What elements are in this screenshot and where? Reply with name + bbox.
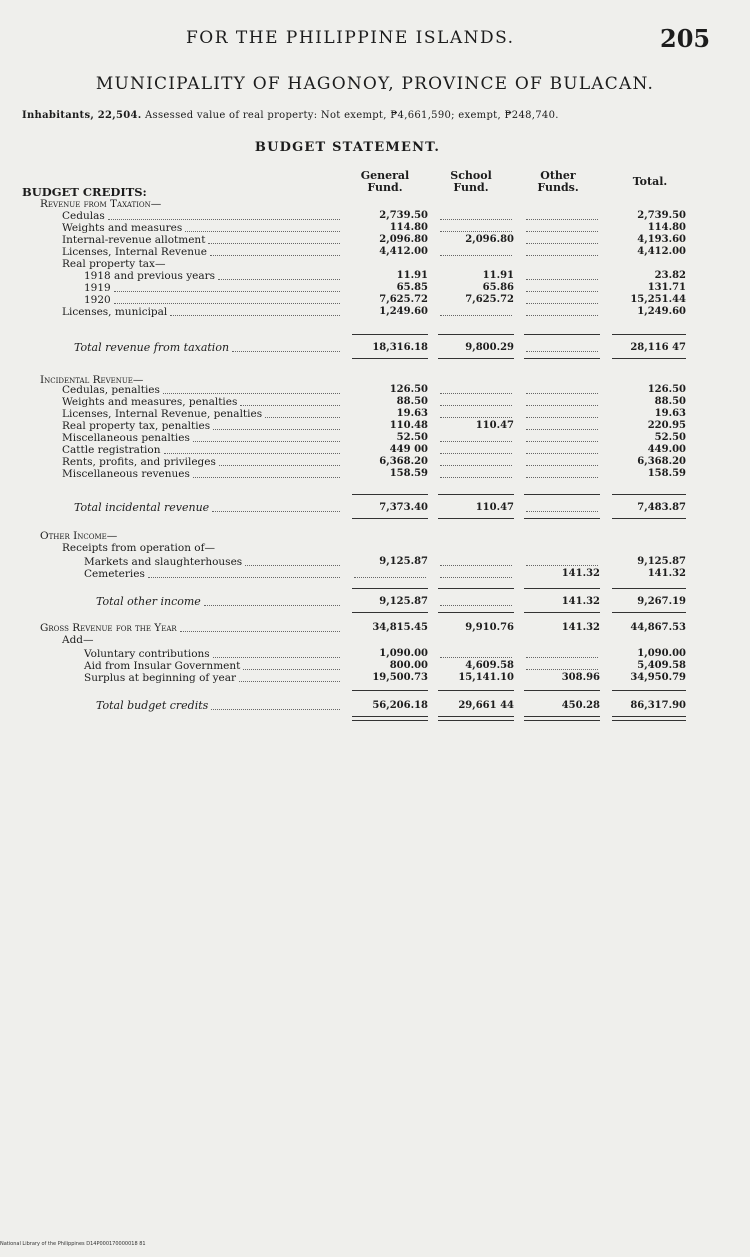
inhabitants-label: Inhabitants, [22, 110, 95, 121]
statement-title: BUDGET STATEMENT. [254, 140, 441, 155]
value-school: 11.91 [482, 270, 514, 281]
dot-leader [114, 303, 340, 304]
value-general: 65.85 [396, 282, 428, 293]
dot-leader [148, 577, 340, 578]
empty-cell-leader [440, 315, 512, 316]
value-general: 56,206.18 [372, 700, 428, 711]
value-school: 110.47 [475, 420, 514, 431]
column-header-school [436, 170, 506, 194]
rule-general [352, 494, 428, 495]
row-label-rpt_1919: 1919 [84, 282, 111, 294]
empty-cell-leader [440, 465, 512, 466]
empty-cell-leader [526, 219, 598, 220]
row-label-licenses_ir: Licenses, Internal Revenue [62, 246, 207, 258]
value-total: 28,116 47 [630, 342, 686, 353]
dot-leader [232, 351, 340, 352]
value-total: 131.71 [647, 282, 686, 293]
empty-cell-leader [526, 465, 598, 466]
value-total: 15,251.44 [630, 294, 686, 305]
rule-school [438, 690, 514, 691]
rule-other [524, 494, 600, 495]
value-school: 65.86 [482, 282, 514, 293]
column-header-general-line1: General [360, 169, 410, 182]
dot-leader [213, 429, 340, 430]
empty-cell-leader [440, 417, 512, 418]
value-general: 110.48 [389, 420, 428, 431]
rule-school [438, 358, 514, 359]
empty-cell-leader [526, 657, 598, 658]
value-school: 15,141.10 [458, 672, 514, 683]
inhabitants-value: 22,504. [97, 110, 142, 121]
value-total: 2,739.50 [637, 210, 686, 221]
empty-cell-leader [526, 393, 598, 394]
row-label-ira: Internal-revenue allotment [62, 234, 206, 246]
dot-leader [240, 405, 340, 406]
section-other-income: Other Income— [40, 530, 118, 542]
value-total: 23.82 [654, 270, 686, 281]
value-general: 7,373.40 [379, 502, 428, 513]
value-general: 9,125.87 [379, 596, 428, 607]
row-label-surplus: Surplus at beginning of year [84, 672, 237, 684]
row-label-rpt_head: Real property tax— [62, 258, 166, 270]
value-general: 449 00 [389, 444, 428, 455]
value-total: 34,950.79 [630, 672, 686, 683]
value-total: 44,867.53 [630, 622, 686, 633]
dot-leader [193, 441, 340, 442]
value-other: 141.32 [561, 622, 600, 633]
value-general: 2,739.50 [379, 210, 428, 221]
empty-cell-leader [526, 351, 598, 352]
empty-cell-leader [526, 669, 598, 670]
gross-revenue-label: Gross Revenue for the Year [40, 622, 177, 634]
empty-cell-leader [526, 243, 598, 244]
column-header-other-line1: Other [540, 169, 576, 182]
value-general: 800.00 [389, 660, 428, 671]
rule-general [352, 716, 428, 721]
value-school: 9,910.76 [465, 622, 514, 633]
empty-cell-leader [440, 577, 512, 578]
empty-cell-leader [440, 453, 512, 454]
rule-general [352, 612, 428, 613]
value-general: 6,368.20 [379, 456, 428, 467]
dot-leader [163, 393, 340, 394]
value-general: 19.63 [396, 408, 428, 419]
total-incidental-revenue: Total incidental revenue [74, 501, 210, 514]
empty-cell-leader [440, 441, 512, 442]
dot-leader [180, 631, 340, 632]
row-label-cedulas: Cedulas [62, 210, 105, 222]
dot-leader [212, 511, 340, 512]
value-general: 4,412.00 [379, 246, 428, 257]
column-header-school-line1: School [450, 169, 492, 182]
rule-school [438, 334, 514, 335]
running-head [0, 24, 750, 54]
value-total: 1,249.60 [637, 306, 686, 317]
dot-leader [243, 669, 340, 670]
rule-total [612, 518, 686, 519]
value-general: 34,815.45 [372, 622, 428, 633]
row-label-voluntary: Voluntary contributions [84, 648, 210, 660]
empty-cell-leader [526, 315, 598, 316]
rule-school [438, 716, 514, 721]
empty-cell-leader [440, 565, 512, 566]
value-general: 18,316.18 [372, 342, 428, 353]
rule-general [352, 588, 428, 589]
row-label-rpt_pen: Real property tax, penalties [62, 420, 211, 432]
dot-leader [245, 565, 340, 566]
column-header-total-line1: Total. [632, 175, 668, 188]
rule-total [612, 358, 686, 359]
rule-school [438, 494, 514, 495]
row-label-cemeteries: Cemeteries [84, 568, 145, 580]
rule-other [524, 358, 600, 359]
dot-leader [204, 605, 340, 606]
column-header-general [350, 170, 420, 194]
value-total: 6,368.20 [637, 456, 686, 467]
section-taxation: Revenue from Taxation— [40, 198, 162, 210]
value-general: 19,500.73 [372, 672, 428, 683]
inhabitants-line [22, 110, 559, 121]
value-total: 52.50 [654, 432, 686, 443]
row-label-wm_pen: Weights and measures, penalties [62, 396, 238, 408]
rule-school [438, 518, 514, 519]
dot-leader [170, 315, 340, 316]
rule-total [612, 334, 686, 335]
value-total: 114.80 [647, 222, 686, 233]
value-general: 126.50 [389, 384, 428, 395]
value-other: 450.28 [561, 700, 600, 711]
empty-cell-leader [526, 429, 598, 430]
empty-cell-leader [526, 405, 598, 406]
value-total: 9,125.87 [637, 556, 686, 567]
dot-leader [239, 681, 340, 682]
budget-credits-heading: BUDGET CREDITS: [22, 185, 147, 199]
dot-leader [211, 709, 340, 710]
row-label-misc_rev: Miscellaneous revenues [62, 468, 190, 480]
library-footer: National Library of the Philippines D14P000170000018 81 [0, 1241, 146, 1247]
rule-other [524, 612, 600, 613]
value-general: 1,249.60 [379, 306, 428, 317]
value-general: 114.80 [389, 222, 428, 233]
column-header-school-line2: Fund. [453, 181, 489, 194]
row-label-rpt_1918: 1918 and previous years [84, 270, 216, 282]
value-general: 158.59 [389, 468, 428, 479]
rule-general [352, 334, 428, 335]
row-label-markets: Markets and slaughterhouses [84, 556, 243, 568]
value-general: 1,090.00 [379, 648, 428, 659]
assessed-value-text: Assessed value of real property: Not exempt, ₱4,661,590; exempt, ₱248,740. [145, 110, 559, 121]
value-other: 308.96 [561, 672, 600, 683]
rule-other [524, 716, 600, 721]
rule-general [352, 358, 428, 359]
dot-leader [219, 465, 340, 466]
value-total: 220.95 [647, 420, 686, 431]
rule-total [612, 716, 686, 721]
value-general: 9,125.87 [379, 556, 428, 567]
dot-leader [164, 453, 340, 454]
rule-other [524, 334, 600, 335]
empty-cell-leader [526, 291, 598, 292]
empty-cell-leader [526, 453, 598, 454]
row-label-misc_pen: Miscellaneous penalties [62, 432, 190, 444]
empty-cell-leader [526, 255, 598, 256]
value-total: 86,317.90 [630, 700, 686, 711]
dot-leader [265, 417, 340, 418]
value-total: 9,267.19 [637, 596, 686, 607]
row-label-weights: Weights and measures [62, 222, 183, 234]
total-budget-credits: Total budget credits [96, 699, 209, 712]
dot-leader [208, 243, 340, 244]
value-total: 1,090.00 [637, 648, 686, 659]
value-total: 88.50 [654, 396, 686, 407]
value-total: 7,483.87 [637, 502, 686, 513]
row-label-rpt_1920: 1920 [84, 294, 111, 306]
empty-cell-leader [354, 577, 426, 578]
rule-other [524, 588, 600, 589]
value-general: 2,096.80 [379, 234, 428, 245]
empty-cell-leader [526, 279, 598, 280]
value-school: 4,609.58 [465, 660, 514, 671]
value-school: 110.47 [475, 502, 514, 513]
value-total: 449.00 [647, 444, 686, 455]
page-number: 205 [660, 24, 711, 53]
column-header-total [615, 176, 685, 188]
value-school: 7,625.72 [465, 294, 514, 305]
column-header-general-line2: Fund. [367, 181, 403, 194]
dot-leader [193, 477, 340, 478]
rule-general [352, 518, 428, 519]
column-header-other-line2: Funds. [537, 181, 579, 194]
total-revenue-from-taxation: Total revenue from taxation [74, 341, 230, 354]
empty-cell-leader [440, 477, 512, 478]
add-label: Add— [62, 634, 94, 646]
total-other-income: Total other income [96, 595, 201, 608]
value-general: 88.50 [396, 396, 428, 407]
empty-cell-leader [526, 303, 598, 304]
document-title: MUNICIPALITY OF HAGONOY, PROVINCE OF BULACAN. [95, 74, 655, 94]
row-label-aid: Aid from Insular Government [84, 660, 241, 672]
value-school: 2,096.80 [465, 234, 514, 245]
value-general: 52.50 [396, 432, 428, 443]
empty-cell-leader [526, 417, 598, 418]
empty-cell-leader [440, 255, 512, 256]
rule-school [438, 588, 514, 589]
rule-total [612, 690, 686, 691]
empty-cell-leader [440, 219, 512, 220]
dot-leader [210, 255, 340, 256]
rule-general [352, 690, 428, 691]
value-total: 4,412.00 [637, 246, 686, 257]
value-other: 141.32 [561, 568, 600, 579]
value-school: 29,661 44 [458, 700, 514, 711]
empty-cell-leader [526, 441, 598, 442]
value-total: 4,193.60 [637, 234, 686, 245]
dot-leader [185, 231, 340, 232]
dot-leader [108, 219, 340, 220]
empty-cell-leader [526, 511, 598, 512]
empty-cell-leader [526, 565, 598, 566]
dot-leader [114, 291, 340, 292]
empty-cell-leader [440, 405, 512, 406]
row-label-lic_muni: Licenses, municipal [62, 306, 168, 318]
rule-total [612, 494, 686, 495]
empty-cell-leader [440, 605, 512, 606]
value-general: 11.91 [396, 270, 428, 281]
rule-other [524, 518, 600, 519]
rule-total [612, 612, 686, 613]
section-incidental: Incidental Revenue— [40, 374, 144, 386]
value-total: 158.59 [647, 468, 686, 479]
running-title: FOR THE PHILIPPINE ISLANDS. [186, 28, 515, 48]
value-school: 9,800.29 [465, 342, 514, 353]
row-label-rents: Rents, profits, and privileges [62, 456, 216, 468]
rule-total [612, 588, 686, 589]
row-label-lir_pen: Licenses, Internal Revenue, penalties [62, 408, 263, 420]
empty-cell-leader [440, 393, 512, 394]
value-general: 7,625.72 [379, 294, 428, 305]
empty-cell-leader [526, 477, 598, 478]
column-header-other [522, 170, 594, 194]
value-total: 5,409.58 [637, 660, 686, 671]
dot-leader [218, 279, 340, 280]
row-label-ced_pen: Cedulas, penalties [62, 384, 160, 396]
empty-cell-leader [526, 231, 598, 232]
value-total: 126.50 [647, 384, 686, 395]
dot-leader [213, 657, 340, 658]
empty-cell-leader [440, 231, 512, 232]
value-total: 19.63 [654, 408, 686, 419]
rule-other [524, 690, 600, 691]
value-total: 141.32 [647, 568, 686, 579]
empty-cell-leader [440, 657, 512, 658]
receipts-label: Receipts from operation of— [62, 542, 216, 554]
rule-school [438, 612, 514, 613]
row-label-cattle: Cattle registration [62, 444, 161, 456]
value-other: 141.32 [561, 596, 600, 607]
